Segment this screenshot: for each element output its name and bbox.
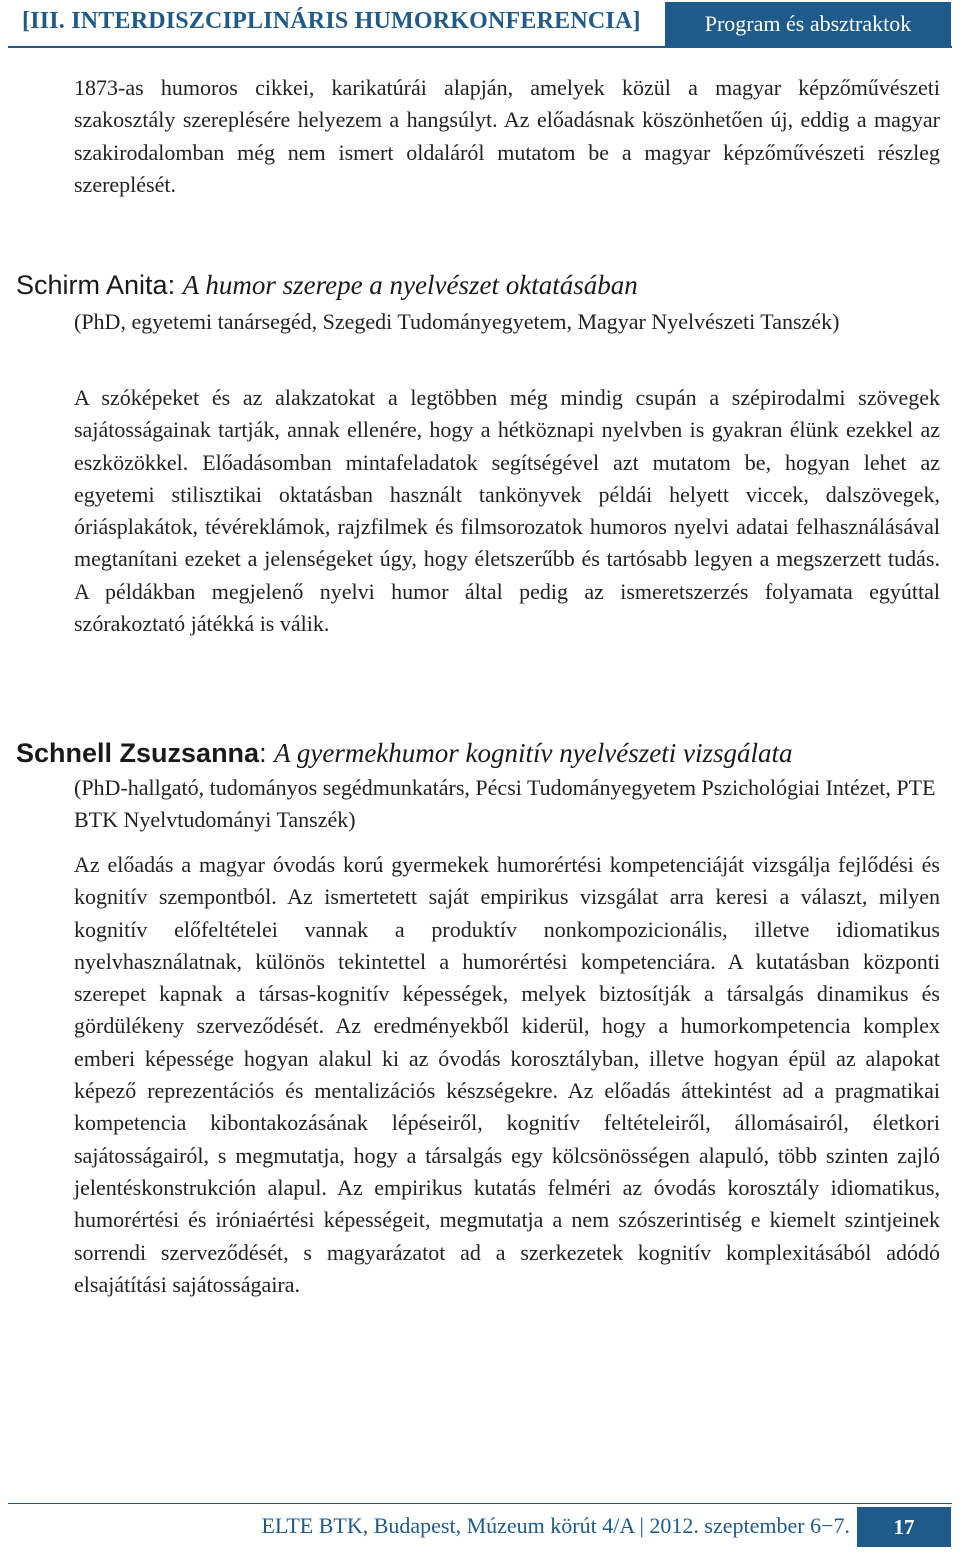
intro-paragraph: 1873-as humoros cikkei, karikatúrái alapján, amelyek közül a magyar képzőművészeti szakosztály szereplésére helyezem a hangsúlyt. Az előadásnak köszönhetően új, eddig a magyar szakirodalomban még nem ismert oldaláról mutatom be a magyar képzőművészeti részleg szereplését. xyxy=(74,75,940,197)
page-number: 17 xyxy=(857,1507,951,1547)
talk-abstract: A szóképeket és az alakzatokat a legtöbben még mindig csupán a szépirodalmi szövegek sajátosságainak tartják, annak ellenére, hogy a hétköznapi nyelvben is gyakran élünk ezekkel az eszközökkel. Előadásomban mintafeladatok segítségével azt mutatom be, hogyan lehet az egyetemi stilisztikai oktatásban használt tankönyvek példái helyett viccek, dalszövegek, óriásplakátok, tévéreklámok, rajzfilmek és filmsorozatok humoros nyelvi adatai felhasználásával megtanítani ezeket a jelenségeket úgy, hogy életszerűbb és tartósabb legyen a megszerzett tudás. A példákban megjelenő nyelvi humor által pedig az ismeretszerzés folyamata egyúttal szórakoztató játékká is válik. xyxy=(74,385,940,637)
footer-divider xyxy=(8,1503,952,1504)
heading-separator: : xyxy=(167,270,183,300)
talk-title: A gyermekhumor kognitív nyelvészeti vizsgálata xyxy=(274,738,793,768)
talk-author: Schnell Zsuzsanna xyxy=(16,738,260,768)
conference-title: [III. INTERDISZCIPLINÁRIS HUMORKONFERENCIA] xyxy=(22,8,641,34)
talk-heading xyxy=(16,268,946,302)
talk-title: A humor szerepe a nyelvészet oktatásában xyxy=(182,270,638,300)
talk-abstract: Az előadás a magyar óvodás korú gyermekek humorértési kompetenciáját vizsgálja fejlődési és kognitív szempontból. Az ismertetett saját empirikus vizsgálat arra keresi a választ, milyen kognitív előfeltételei vannak a produktív nonkompozicionális, illetve idiomatikus nyelvhasználatnak, különös tekintettel a humorértési kompetenciára. A kutatásban központi szerepet kapnak a társas-kognitív képességek, melyek biztosítják a társalgás dinamikus és gördülékeny szerveződését. Az eredményekből kiderül, hogy a humorkompetencia komplex emberi képessége hogyan alakul ki az óvodás korosztályban, illetve hogyan épül az alapokat képező reprezentációs és mentalizációs készségekre. Az előadás áttekintést ad a pragmatikai kompetencia kibontakozásának lépéseiről, kognitív feltételeiről, állomásairól, életkori sajátosságairól, s megmutatja, hogy a társalgás egy kölcsönösségen alapuló, több szinten zajló jelentéskonstrukción alapul. Az empirikus kutatás felméri az óvodás korosztály idiomatikus, humorértési és iróniaértési képességeit, megmutatja a nem szószerintiség e kiemelt szintjeinek sorrendi szerveződését, s magyarázatot ad a szerkezetek kognitív komplexitásából adódó elsajátítási sajátosságaira. xyxy=(74,852,940,1297)
page-header xyxy=(0,0,960,48)
talk-heading xyxy=(16,736,946,770)
footer-venue: ELTE BTK, Budapest, Múzeum körút 4/A | 2012. szeptember 6−7. xyxy=(261,1513,850,1538)
talk-affiliation: (PhD-hallgató, tudományos segédmunkatárs, Pécsi Tudományegyetem Pszichológiai Intézet, PTE BTK Nyelvtudományi Tanszék) xyxy=(74,775,936,832)
talk-affiliation: (PhD, egyetemi tanársegéd, Szegedi Tudományegyetem, Magyar Nyelvészeti Tanszék) xyxy=(74,309,840,334)
talk-author: Schirm Anita xyxy=(16,270,168,300)
section-label: Program és absztraktok xyxy=(665,2,951,46)
heading-separator: : xyxy=(259,738,275,768)
header-divider xyxy=(8,46,952,48)
